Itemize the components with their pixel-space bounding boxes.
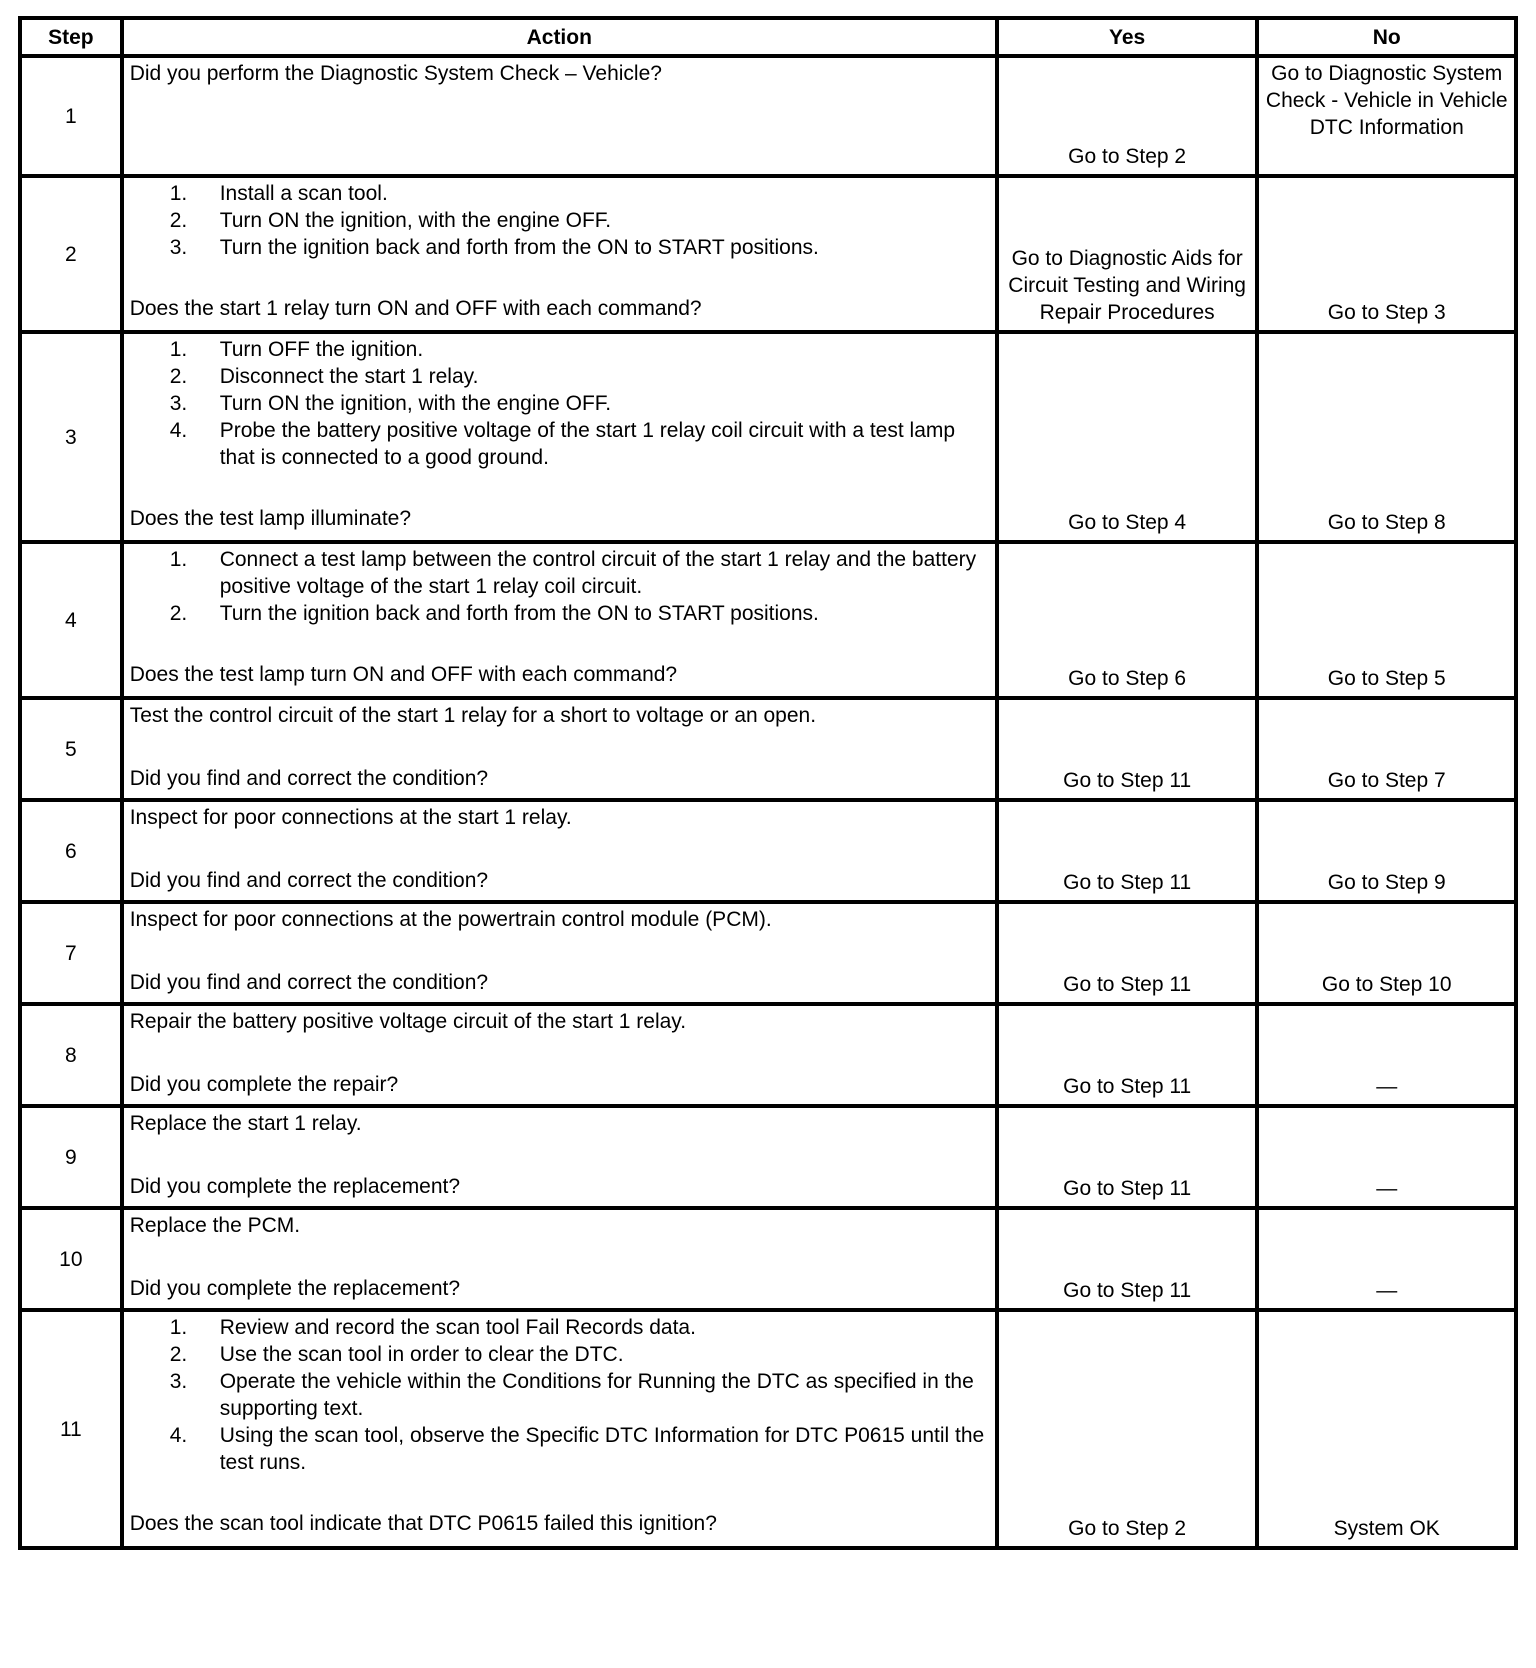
step-number: 3 bbox=[20, 332, 122, 542]
yes-cell: Go to Step 11 bbox=[997, 800, 1258, 902]
action-cell bbox=[122, 1004, 997, 1106]
action-question: Does the test lamp turn ON and OFF with each command? bbox=[129, 663, 678, 686]
action-instruction: Repair the battery positive voltage circuit of the start 1 relay. bbox=[129, 1010, 687, 1033]
substep bbox=[170, 1368, 995, 1422]
step-number: 7 bbox=[20, 902, 122, 1004]
substep-text: Probe the battery positive voltage of the start 1 relay coil circuit with a test lamp that is connected to a good ground. bbox=[219, 419, 956, 469]
action-cell bbox=[122, 332, 997, 542]
table-row bbox=[20, 800, 1516, 902]
table-row bbox=[20, 1004, 1516, 1106]
table-row bbox=[20, 1310, 1516, 1548]
header-action: Action bbox=[122, 18, 997, 56]
substep-text: Review and record the scan tool Fail Records data. bbox=[219, 1316, 696, 1339]
action-instruction: Replace the start 1 relay. bbox=[129, 1112, 362, 1135]
action-instruction: Test the control circuit of the start 1 relay for a short to voltage or an open. bbox=[129, 704, 817, 727]
substep-text: Disconnect the start 1 relay. bbox=[219, 365, 479, 388]
substep-text: Turn ON the ignition, with the engine OFF. bbox=[219, 209, 612, 232]
substep-number: 2. bbox=[169, 365, 188, 388]
no-cell: Go to Step 8 bbox=[1257, 332, 1516, 542]
action-cell bbox=[122, 56, 997, 176]
action-question: Did you find and correct the condition? bbox=[129, 869, 489, 892]
substep-text: Turn the ignition back and forth from the ON to START positions. bbox=[219, 236, 819, 259]
substep bbox=[170, 1422, 995, 1476]
substep-text: Connect a test lamp between the control circuit of the start 1 relay and the battery positive voltage of the start 1 relay coil circuit. bbox=[219, 548, 977, 598]
action-cell bbox=[122, 902, 997, 1004]
substep bbox=[170, 234, 995, 261]
header-row bbox=[20, 18, 1516, 56]
table-row bbox=[20, 542, 1516, 698]
substep bbox=[170, 546, 995, 600]
substep bbox=[170, 390, 995, 417]
table-row bbox=[20, 176, 1516, 332]
header-yes: Yes bbox=[997, 18, 1258, 56]
step-number: 2 bbox=[20, 176, 122, 332]
no-cell: — bbox=[1257, 1004, 1516, 1106]
no-cell: Go to Step 3 bbox=[1257, 176, 1516, 332]
substep bbox=[170, 600, 995, 627]
no-cell: — bbox=[1257, 1208, 1516, 1310]
yes-cell: Go to Step 4 bbox=[997, 332, 1258, 542]
substep bbox=[170, 207, 995, 234]
substep-list bbox=[130, 180, 995, 261]
substep-list bbox=[130, 1314, 995, 1476]
action-instruction: Inspect for poor connections at the start 1 relay. bbox=[129, 806, 572, 829]
step-number: 11 bbox=[20, 1310, 122, 1548]
substep-number: 1. bbox=[169, 338, 188, 361]
substep-text: Turn the ignition back and forth from the ON to START positions. bbox=[219, 602, 819, 625]
action-question: Does the test lamp illuminate? bbox=[129, 507, 412, 530]
substep-number: 2. bbox=[169, 602, 188, 625]
action-question: Does the start 1 relay turn ON and OFF with each command? bbox=[129, 297, 702, 320]
yes-cell: Go to Step 11 bbox=[997, 1208, 1258, 1310]
table-row bbox=[20, 1208, 1516, 1310]
action-instruction: Replace the PCM. bbox=[129, 1214, 301, 1237]
substep-number: 1. bbox=[169, 182, 188, 205]
no-cell: Go to Diagnostic System Check - Vehicle in Vehicle DTC Information bbox=[1257, 56, 1516, 176]
step-number: 8 bbox=[20, 1004, 122, 1106]
action-instruction: Did you perform the Diagnostic System Check – Vehicle? bbox=[129, 62, 662, 85]
yes-cell: Go to Step 11 bbox=[997, 698, 1258, 800]
header-no: No bbox=[1257, 18, 1516, 56]
substep-number: 1. bbox=[169, 1316, 188, 1339]
substep-list bbox=[130, 546, 995, 627]
substep-text: Turn OFF the ignition. bbox=[219, 338, 424, 361]
action-cell bbox=[122, 542, 997, 698]
substep bbox=[170, 1314, 995, 1341]
step-number: 10 bbox=[20, 1208, 122, 1310]
header-step: Step bbox=[20, 18, 122, 56]
action-cell bbox=[122, 800, 997, 902]
substep bbox=[170, 180, 995, 207]
step-number: 5 bbox=[20, 698, 122, 800]
action-cell bbox=[122, 1310, 997, 1548]
yes-cell: Go to Step 6 bbox=[997, 542, 1258, 698]
substep-number: 1. bbox=[169, 548, 188, 571]
substep bbox=[170, 1341, 995, 1368]
substep-number: 2. bbox=[169, 1343, 188, 1366]
substep-text: Using the scan tool, observe the Specific DTC Information for DTC P0615 until the test runs. bbox=[219, 1424, 985, 1474]
no-cell: Go to Step 9 bbox=[1257, 800, 1516, 902]
yes-cell: Go to Diagnostic Aids for Circuit Testing and Wiring Repair Procedures bbox=[997, 176, 1258, 332]
substep-text: Operate the vehicle within the Conditions for Running the DTC as specified in the supporting text. bbox=[219, 1370, 974, 1420]
step-number: 1 bbox=[20, 56, 122, 176]
table-row bbox=[20, 698, 1516, 800]
step-number: 9 bbox=[20, 1106, 122, 1208]
yes-cell: Go to Step 2 bbox=[997, 56, 1258, 176]
table-row bbox=[20, 1106, 1516, 1208]
step-number: 4 bbox=[20, 542, 122, 698]
substep bbox=[170, 417, 995, 471]
substep-number: 3. bbox=[169, 236, 188, 259]
diagnostic-table bbox=[18, 16, 1518, 1550]
table-row bbox=[20, 56, 1516, 176]
no-cell: Go to Step 10 bbox=[1257, 902, 1516, 1004]
substep-text: Turn ON the ignition, with the engine OFF. bbox=[219, 392, 612, 415]
yes-cell: Go to Step 11 bbox=[997, 1004, 1258, 1106]
substep-number: 4. bbox=[169, 419, 188, 442]
action-cell bbox=[122, 1106, 997, 1208]
substep-number: 3. bbox=[169, 1370, 188, 1393]
yes-cell: Go to Step 11 bbox=[997, 1106, 1258, 1208]
no-cell: Go to Step 5 bbox=[1257, 542, 1516, 698]
action-question: Does the scan tool indicate that DTC P0615 failed this ignition? bbox=[129, 1512, 717, 1535]
no-cell: — bbox=[1257, 1106, 1516, 1208]
substep-number: 3. bbox=[169, 392, 188, 415]
step-number: 6 bbox=[20, 800, 122, 902]
action-cell bbox=[122, 176, 997, 332]
action-question: Did you complete the replacement? bbox=[129, 1175, 461, 1198]
substep bbox=[170, 363, 995, 390]
action-instruction: Inspect for poor connections at the powertrain control module (PCM). bbox=[129, 908, 772, 931]
action-question: Did you find and correct the condition? bbox=[129, 767, 489, 790]
yes-cell: Go to Step 2 bbox=[997, 1310, 1258, 1548]
substep-text: Use the scan tool in order to clear the DTC. bbox=[219, 1343, 624, 1366]
yes-cell: Go to Step 11 bbox=[997, 902, 1258, 1004]
action-question: Did you complete the replacement? bbox=[129, 1277, 461, 1300]
action-question: Did you complete the repair? bbox=[129, 1073, 399, 1096]
action-cell bbox=[122, 1208, 997, 1310]
substep bbox=[170, 336, 995, 363]
no-cell: System OK bbox=[1257, 1310, 1516, 1548]
action-question: Did you find and correct the condition? bbox=[129, 971, 489, 994]
substep-list bbox=[130, 336, 995, 471]
substep-number: 2. bbox=[169, 209, 188, 232]
substep-text: Install a scan tool. bbox=[219, 182, 388, 205]
table-row bbox=[20, 902, 1516, 1004]
no-cell: Go to Step 7 bbox=[1257, 698, 1516, 800]
action-cell bbox=[122, 698, 997, 800]
substep-number: 4. bbox=[169, 1424, 188, 1447]
table-row bbox=[20, 332, 1516, 542]
